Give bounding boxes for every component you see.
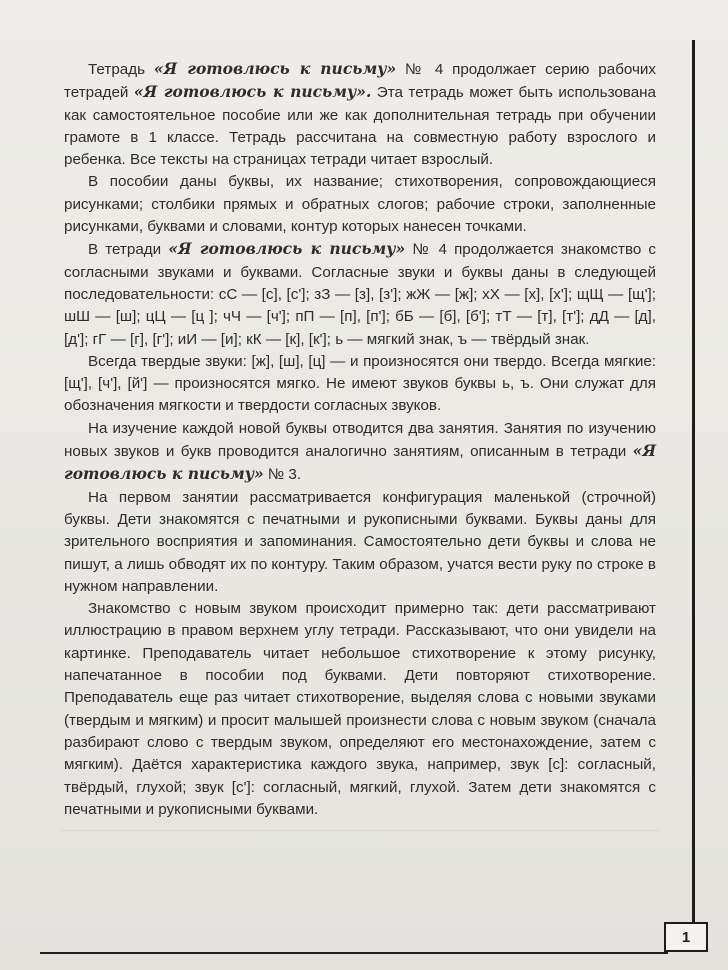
body-text [64, 58, 656, 821]
text-run: № 4 продолжается знакомство с согласными звуками и буквами. Согласные звуки и буквы даны в следующей последовательности: сС — [с], [с']; зЗ — [з], [з']; жЖ — [ж]; хХ — [х], [х']; щЩ — [щ']; шШ — [ш]; цЦ — [ц ]; чЧ — [ч']; пП — [п], [п']; бБ — [б], [б']; тТ — [т], [т']; дД — [д], [д']; гГ — [г], [г']; иИ — [и]; кК — [к], [к']; ь — мягкий знак, ъ — твёрдый знак. [64, 241, 656, 348]
paragraph [64, 58, 656, 171]
text-run: № 4 продолжает серию рабочих тетрадей [64, 61, 656, 102]
book-title-italic: «Я готовлюсь к письму» [153, 59, 397, 78]
text-run: Эта тетрадь может быть использована как самостоятельное пособие или же как дополнительная тетрадь при обучении грамоте в 1 классе. Тетрадь рассчитана на совместную работу взрослого и ребенка. Все тексты на страницах тетради читает взрослый. [64, 84, 656, 169]
text-run: В тетради [88, 241, 169, 259]
text-run: В пособии даны буквы, их название; стихотворения, сопровождающиеся рисунками; столбики прямых и обратных слогов; рабочие строки, заполненные рисунками, буквами и словами, контур которых нанесен точками. [64, 173, 656, 236]
text-run: Тетрадь [88, 61, 154, 78]
text-run: № 3. [263, 466, 302, 484]
text-run: На изучение каждой новой буквы отводится два занятия. Занятия по изучению новых звуков и букв проводится аналогично занятиям, описанным в тетради [64, 419, 656, 461]
text-run: Всегда твердые звуки: [ж], [ш], [ц] — и произносятся они твердо. Всегда мягкие: [щ'], [ч'], [й'] — произносятся мягко. Не имеют звуков буквы ь, ъ. Они служат для обозначения мягкости и твердости согласных звуков. [64, 352, 656, 415]
text-run: На первом занятии рассматривается конфигурация маленькой (строчной) буквы. Дети знакомятся с печатными и рукописными буквами. Буквы даны для зрительного восприятия и запоминания. Самостоятельно дети буквы и слова не пишут, а лишь обводят их по контуру. Таким образом, учатся вести руку по строке в нужном направлении. [64, 488, 656, 595]
text-run: Знакомство с новым звуком происходит примерно так: дети рассматривают иллюстрацию в правом верхнем углу тетради. Рассказывают, что они увидели на картинке. Преподаватель читает небольшое стихотворение к этому рисунку, напечатанное в пособии под буквами. Дети повторяют стихотворение. Преподаватель еще раз читает стихотворение, выделяя слова с новыми звуками (твердым и мягким) и просит малышей произнести слова с новым звуком (сначала разбирают слово с твердым звуком, определяют его местонахождение, затем с мягким). Даётся характеристика каждого звука, например, звук [с]: согласный, твёрдый, глухой; звук [с']: согласный, мягкий, глухой. Затем дети знакомятся с печатными и рукописными буквами. [64, 600, 656, 818]
paragraph [64, 351, 656, 418]
paragraph [64, 418, 656, 487]
bleed-through-lines [60, 830, 660, 911]
page-number: 1 [664, 922, 708, 952]
book-title-italic: «Я готовлюсь к письму» [64, 441, 656, 484]
paragraph [64, 171, 656, 238]
bleed-through-text [40, 28, 700, 58]
book-title-italic: «Я готовлюсь к письму» [168, 239, 406, 259]
book-title-italic: «Я готовлюсь к письму». [133, 82, 372, 102]
paragraph [64, 598, 656, 821]
page-frame-right [692, 40, 695, 935]
page-frame-bottom [40, 952, 668, 954]
paragraph [64, 238, 656, 350]
paragraph [64, 487, 656, 598]
